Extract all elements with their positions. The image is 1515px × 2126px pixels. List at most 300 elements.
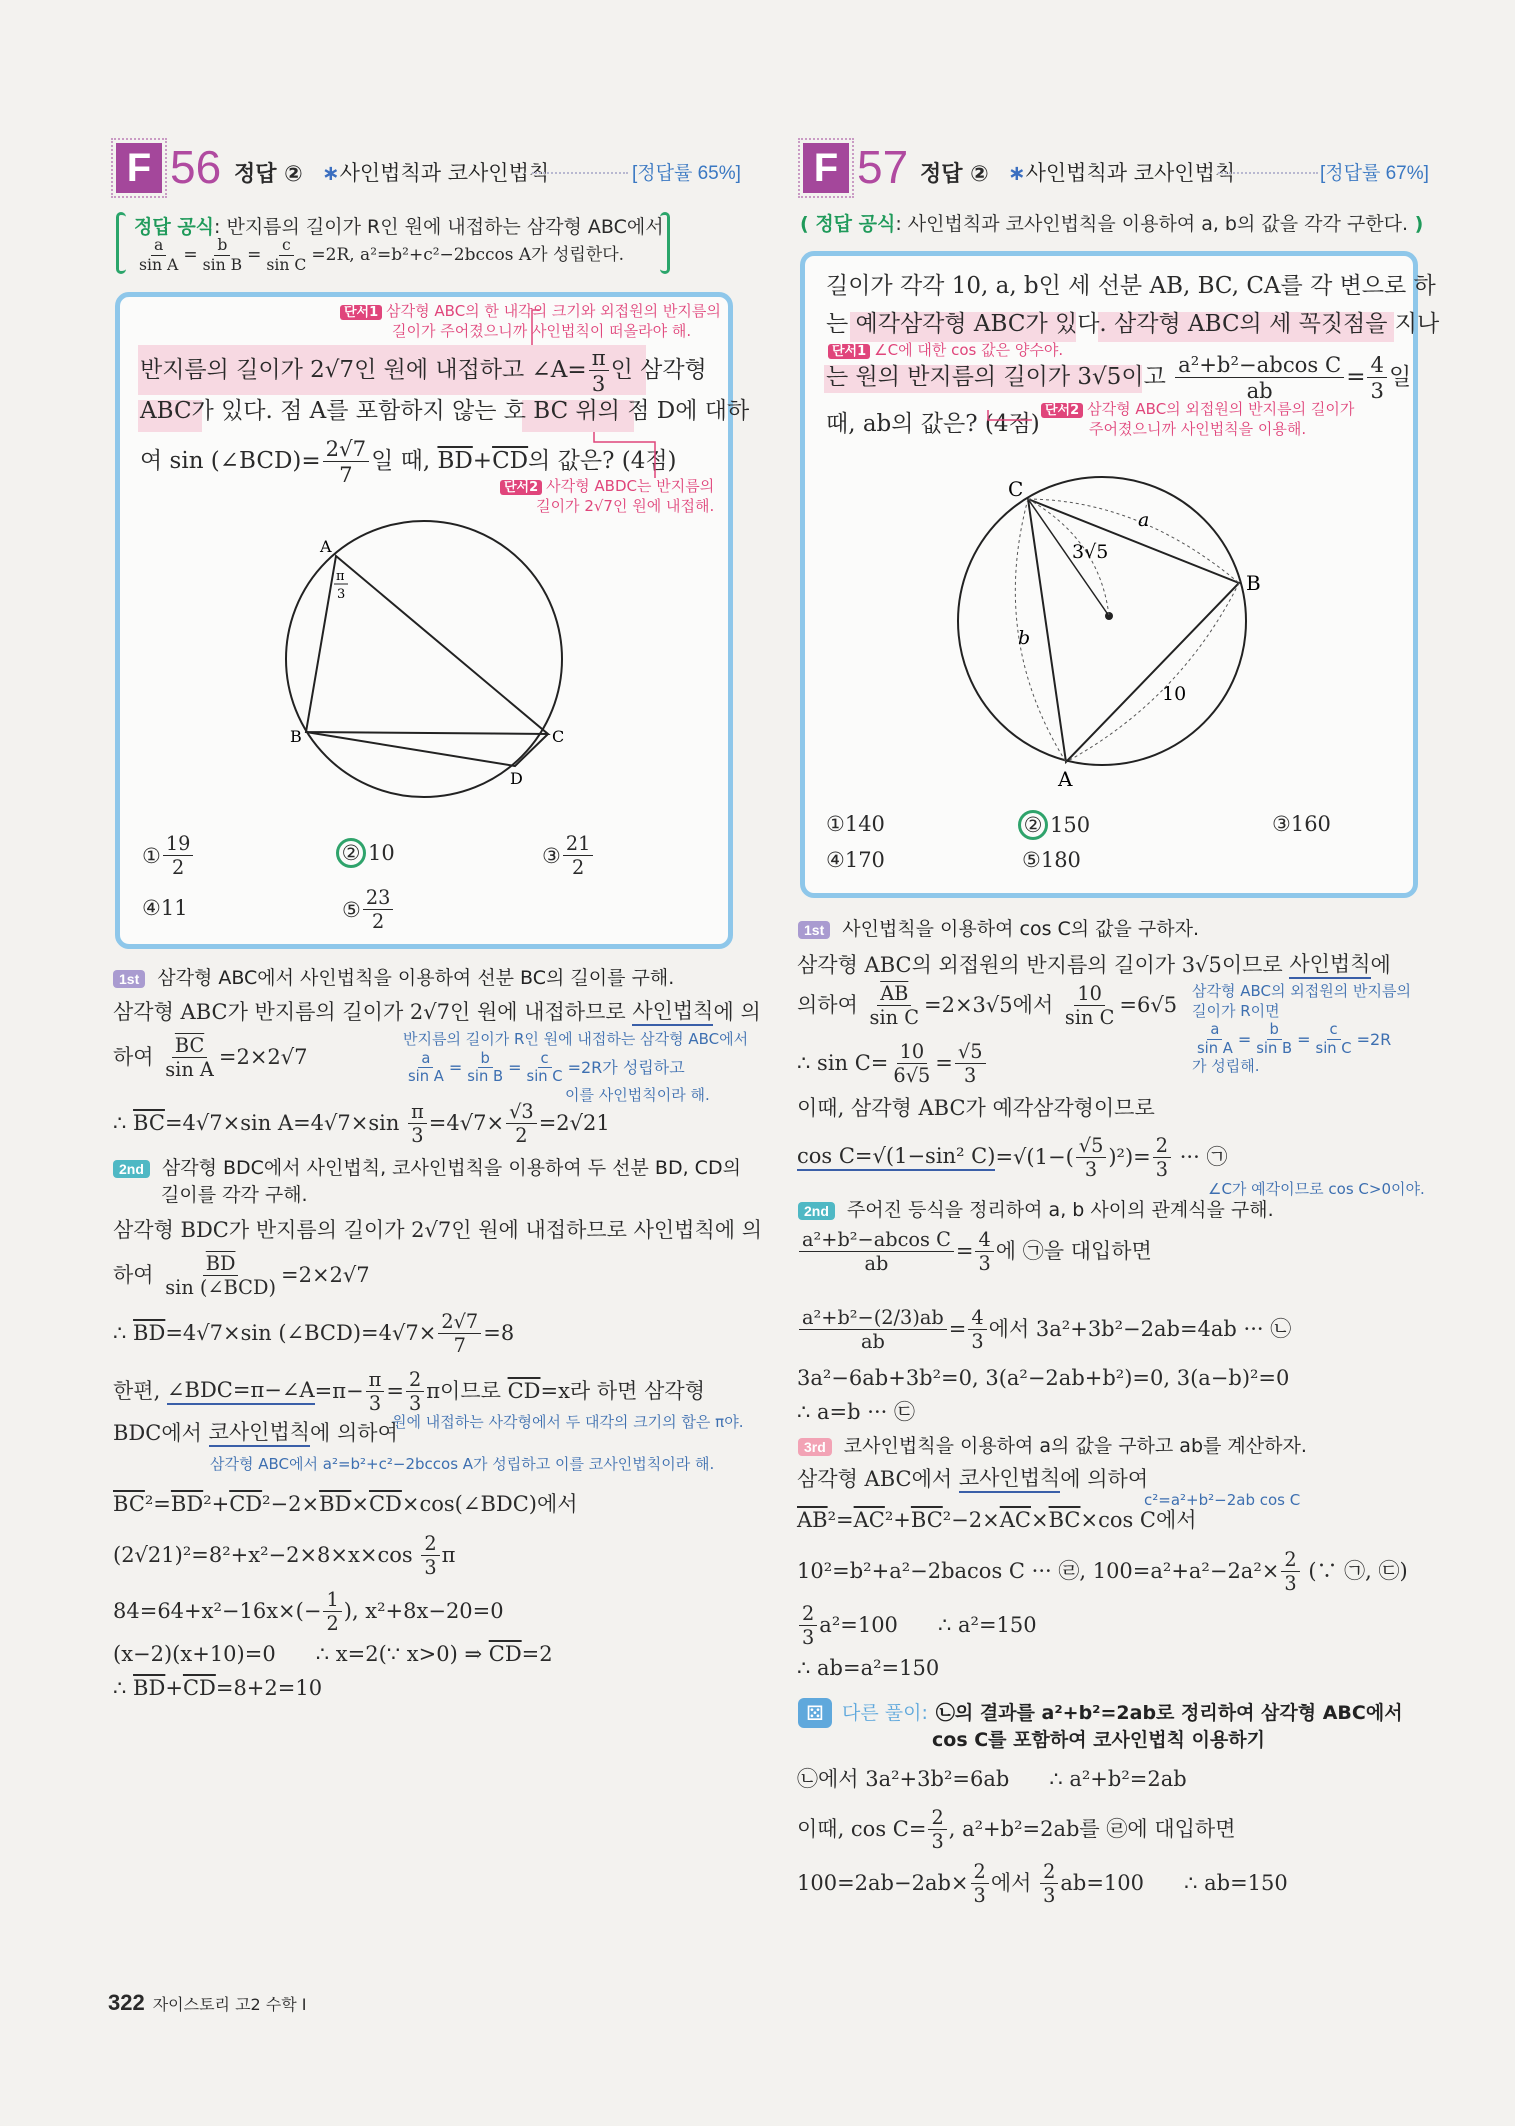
label-radius: 3√5 (1072, 541, 1109, 563)
section-badge: F (116, 143, 162, 193)
denominator: sin (∠BCD) (165, 1276, 276, 1300)
solution-line (113, 1420, 398, 1447)
choice-mark: ⑤ (342, 897, 361, 922)
fraction (971, 1860, 989, 1907)
math-text: =4√7×sin (∠BCD)=4√7× (165, 1321, 437, 1346)
step-badge: 1st (113, 970, 145, 988)
solution-line (113, 1034, 308, 1081)
fraction (890, 1040, 933, 1087)
segment-overline: $\overline{AC}$ (999, 1508, 1031, 1532)
step-text: 삼각형 ABC에서 사인법칙을 이용하여 선분 BC의 길이를 구해. (157, 967, 675, 989)
dice-icon: ⚄ (798, 1698, 832, 1728)
segment-overline: $\overline{BC}$ (1048, 1508, 1081, 1532)
hint-tag: 단서1 (340, 305, 382, 320)
denominator: sin A (139, 254, 179, 274)
segment-overline: $\overline{BC}$ (910, 1508, 943, 1532)
math-text: =2R가 성립하고 (567, 1058, 685, 1078)
segment-overline: $\overline{AB}$ (797, 1508, 828, 1532)
note-cosine-rule: 삼각형 ABC에서 a²=b²+c²−2bccos A가 성립하고 이를 코사인법칙이라 해. (210, 1455, 715, 1473)
solution-line (797, 1134, 1227, 1181)
math-text: 에 의하여 (1060, 1467, 1149, 1491)
math-text: ²= (144, 1492, 171, 1516)
math-text: 3a²−6ab+3b²=0, 3(a²−2ab+b²)=0, 3(a−b)²=0 (797, 1366, 1290, 1390)
solution-line (797, 1602, 1037, 1649)
numerator-overline: $\overline{BC}$ (174, 1034, 205, 1057)
fraction (1253, 1021, 1295, 1057)
segment-overline: $\overline{CD}$ (492, 448, 529, 475)
fraction (464, 1050, 506, 1086)
formula-line: ( 정답 공식: 사인법칙과 코사인법칙을 이용하여 a, b의 값을 각각 구한다. ) (800, 213, 1424, 235)
section-badge: F (803, 143, 849, 193)
denominator: sin B (202, 254, 243, 274)
numerator: b (478, 1050, 493, 1069)
solution-line (797, 1656, 939, 1681)
math-text: 이때, cos C= (797, 1817, 927, 1842)
numerator: c (279, 236, 294, 256)
choice-value (161, 896, 188, 920)
topic-text: 사인법칙과 코사인법칙 (1025, 161, 1236, 185)
choice-value (161, 832, 196, 879)
choice-value (1050, 813, 1090, 837)
fraction (406, 1368, 424, 1415)
solution-line (113, 1676, 322, 1701)
denominator: 6√5 (893, 1064, 931, 1088)
math-text: 10 (368, 841, 395, 865)
solution-line (797, 1228, 1152, 1275)
segment-overline: $\overline{BD}$ (319, 1492, 352, 1516)
fraction (928, 1806, 946, 1853)
fraction (799, 1602, 817, 1649)
denominator: sin C (1064, 1006, 1115, 1030)
math-text: =2R, a²=b²+c²−2bccos A가 성립한다. (311, 245, 625, 266)
solution-line (797, 1096, 1155, 1121)
problem-line (826, 273, 1436, 301)
numerator: b (1267, 1021, 1282, 1040)
alt-label: 다른 풀이: (842, 1702, 928, 1724)
math-text: 에 (1370, 953, 1391, 977)
fraction (975, 1228, 993, 1275)
math-text: × (351, 1492, 369, 1516)
choice-mark: ③ (542, 843, 561, 868)
math-text: a²=100 ∴ a²=150 (819, 1613, 1037, 1638)
math-text: 100=2ab−2ab× (797, 1871, 969, 1896)
numerator: a (1207, 1021, 1222, 1040)
numerator-overline: $\overline{AB}$ (880, 982, 909, 1005)
fraction (968, 1306, 986, 1353)
choice-mark: ⑤ (1022, 848, 1041, 872)
math-text: 에 의하여 (310, 1421, 398, 1445)
math-text: =6√5 (1119, 993, 1178, 1018)
choice-5[interactable] (1022, 848, 1081, 872)
fraction (1040, 1860, 1058, 1907)
denominator: sin C (869, 1006, 919, 1030)
underlined-term: cos C=√(1−sin² C) (797, 1144, 995, 1171)
step-1 (798, 916, 1199, 943)
hint-text: 주어졌으니까 사인법칙을 이용해. (1089, 419, 1307, 438)
problem-number: 57 (857, 141, 909, 193)
math-text: =4√7× (428, 1111, 505, 1136)
choice-value (368, 841, 395, 865)
math-text: ×cos(∠BDC)에서 (401, 1492, 578, 1516)
step-3 (798, 1433, 1307, 1460)
problem-number: 56 (170, 141, 222, 193)
denominator: 3 (1155, 1158, 1169, 1182)
fraction (163, 832, 194, 879)
hint-text: 삼각형 ABC의 외접원의 반지름의 길이가 (1087, 400, 1355, 418)
math-text: 11 (160, 896, 188, 920)
math-text: ∴ sin C= (797, 1051, 889, 1076)
math-text: 삼각형 BDC가 반지름의 길이가 2√7인 원에 내접하므로 사인법칙에 의 (113, 1218, 762, 1242)
solution-line (797, 1400, 915, 1425)
label-a: a (1138, 509, 1150, 531)
choice-mark-circled: ② (336, 838, 366, 868)
choice-mark: ① (142, 843, 161, 868)
numerator: 4 (1367, 352, 1386, 378)
math-text: π이므로 (426, 1379, 508, 1404)
hint-tag: 단서2 (500, 480, 542, 495)
underlined-term: 코사인법칙 (959, 1466, 1060, 1493)
book-title: 자이스토리 고2 수학 I (152, 1995, 307, 2014)
math-text: =2×2√7 (280, 1263, 370, 1288)
topic-label (1008, 157, 1235, 187)
math-text: 는 원의 반지름의 길이가 3√5이고 (826, 364, 1174, 391)
fraction (323, 1588, 341, 1635)
solution-line (797, 1548, 1408, 1595)
math-text: =2R (1356, 1029, 1392, 1049)
numerator: 2 (406, 1368, 424, 1392)
denominator: 3 (408, 1392, 422, 1416)
math-text: 140 (844, 812, 885, 836)
solution-line (797, 1040, 988, 1087)
math-text: , a²+b²=2ab를 ㉣에 대입하면 (948, 1817, 1236, 1842)
denominator: ab (1246, 378, 1273, 404)
solution-line (113, 1492, 578, 1517)
label-10: 10 (1162, 683, 1187, 705)
note-cyclic-quad: 원에 내접하는 사각형에서 두 대각의 크기의 합은 π야. (392, 1413, 744, 1431)
denominator: 7 (453, 1334, 466, 1358)
fraction (1194, 1021, 1236, 1057)
note-sine-rule (403, 1030, 748, 1105)
hint-text: 길이가 2√7인 원에 내접해. (536, 496, 715, 515)
denominator: sin A (1197, 1039, 1233, 1057)
fraction (408, 1100, 427, 1147)
denominator: 2 (171, 856, 185, 879)
numerator: a (151, 236, 166, 256)
star-icon: ∗ (1008, 161, 1026, 185)
numerator: a (418, 1050, 433, 1069)
fraction (421, 1532, 439, 1579)
solution-line (797, 1767, 1187, 1792)
numerator: 2 (1281, 1548, 1299, 1572)
math-text: = (508, 1058, 522, 1078)
math-text: 의 값은? (4점) (528, 448, 677, 475)
math-text: ×cos C에서 (1080, 1508, 1197, 1532)
fraction (405, 1050, 447, 1086)
denominator: 2 (371, 910, 385, 933)
denominator: 3 (411, 1124, 424, 1148)
solution-line (113, 1532, 455, 1579)
choice-mark: ④ (826, 848, 845, 872)
choice-value (361, 886, 396, 933)
label-C: C (1008, 477, 1024, 501)
numerator: 2 (1153, 1134, 1171, 1158)
formula-text: : 반지름의 길이가 R인 원에 내접하는 삼각형 ABC에서 (214, 216, 664, 238)
denominator: 3 (973, 1884, 986, 1908)
denominator: 3 (971, 1330, 984, 1354)
fraction (799, 1306, 947, 1353)
math-text: 는 예각삼각형 ABC가 있다. 삼각형 ABC의 세 꼭짓점을 지나 (826, 311, 1440, 337)
note-cosine-rule: c²=a²+b²−2ab cos C (1144, 1491, 1301, 1509)
segment-overline: $\overline{CD}$ (229, 1492, 263, 1516)
math-text: π (441, 1543, 456, 1568)
math-text: BDC에서 (113, 1421, 209, 1445)
triangle-abc (1028, 499, 1239, 762)
answer-label: 정답 ② (234, 162, 303, 187)
choice-3[interactable] (1272, 812, 1331, 836)
choice-value (1041, 848, 1081, 872)
math-text: 에서 3a²+3b²−2ab=4ab ··· ㉡ (988, 1317, 1292, 1342)
choice-mark: ① (826, 812, 845, 836)
label-D: D (510, 769, 523, 788)
denominator: 3 (964, 1064, 977, 1088)
step-text: 사인법칙을 이용하여 cos C의 값을 구하자. (842, 918, 1200, 940)
numerator: 10 (897, 1040, 928, 1064)
choice-4[interactable] (826, 848, 885, 872)
math-text: = (183, 245, 198, 266)
denominator: 3 (1043, 1884, 1056, 1908)
math-text: 150 (1050, 813, 1091, 837)
denominator: 3 (931, 1830, 944, 1854)
note-sine-rule (1192, 982, 1411, 1077)
hint-tag: 단서1 (828, 344, 870, 359)
note-text: 길이가 R이면 (1192, 1001, 1280, 1020)
denominator: sin A (408, 1068, 444, 1086)
solution-line (797, 1306, 1291, 1353)
label-A: A (320, 537, 332, 556)
math-text: =x라 하면 삼각형 (540, 1379, 705, 1404)
numerator: 21 (563, 832, 594, 856)
math-text: 일 (1388, 364, 1412, 391)
math-text: + (165, 1676, 183, 1700)
fraction (162, 1252, 279, 1299)
denominator: 2 (326, 1612, 339, 1636)
math-text: ²+ (203, 1492, 230, 1516)
numerator: 4 (968, 1306, 986, 1330)
math-text: = (1297, 1029, 1311, 1049)
step-badge: 1st (798, 921, 830, 939)
solution-line (797, 1806, 1235, 1853)
solution-line (797, 952, 1391, 979)
segment-overline: $\overline{BC}$ (133, 1111, 165, 1136)
denominator: 3 (1084, 1158, 1098, 1182)
math-text: 삼각형 ABC의 외접원의 반지름의 길이가 3√5이므로 (797, 953, 1290, 977)
segment-overline: $\overline{CD}$ (368, 1492, 402, 1516)
underlined-term: ∠BDC=π−∠A (167, 1378, 315, 1405)
math-text: =π− (314, 1379, 364, 1404)
math-text: = (386, 1379, 404, 1404)
hint-tag: 단서2 (1041, 403, 1083, 418)
math-text: 하여 (113, 1045, 161, 1070)
numerator: π (589, 345, 609, 371)
topic-text: 사인법칙과 코사인법칙 (339, 161, 550, 185)
formula-label: 정답 공식 (134, 216, 215, 238)
choice-mark-circled: ② (1018, 810, 1048, 840)
segment-overline: $\overline{BD}$ (437, 448, 473, 475)
math-text: (∵ ㉠, ㉢) (1301, 1559, 1408, 1584)
math-text: ²−2× (262, 1492, 320, 1516)
solution-line (797, 1466, 1148, 1493)
problem-line (826, 311, 1439, 339)
denominator: sin B (467, 1068, 504, 1086)
label-C: C (552, 727, 565, 746)
numerator: 10 (1074, 982, 1105, 1006)
math-text: ㉡에서 3a²+3b²=6ab ∴ a²+b²=2ab (797, 1767, 1187, 1791)
note-formula (403, 1050, 748, 1086)
hint-text: 사각형 ABDC는 반지름의 (546, 477, 715, 495)
segment-overline: $\overline{BD}$ (170, 1492, 204, 1516)
correct-rate: [정답률 65%] (632, 163, 741, 184)
math-text: ab=100 ∴ ab=150 (1060, 1871, 1288, 1896)
correct-rate: [정답률 67%] (1320, 163, 1429, 184)
solution-line (113, 1310, 514, 1357)
numerator: π (366, 1368, 385, 1392)
fraction (867, 982, 922, 1029)
label-B: B (290, 727, 302, 746)
segment-overline: $\overline{BD}$ (133, 1676, 166, 1700)
denominator: 2 (515, 1124, 528, 1148)
hint-text: ∠C에 대한 cos 값은 양수야. (874, 341, 1064, 359)
choice-4[interactable] (142, 896, 188, 920)
solution-line (797, 982, 1177, 1029)
solution-line (797, 1508, 1197, 1533)
solution-line (797, 1860, 1288, 1907)
numerator: 2 (799, 1602, 817, 1626)
denominator: 3 (591, 371, 606, 397)
note-formula (1192, 1021, 1411, 1057)
numerator: 19 (163, 832, 194, 856)
numerator-overline: $\overline{BD}$ (205, 1252, 236, 1275)
math-text: = (948, 1317, 967, 1342)
math-text: 에서 (990, 1871, 1039, 1896)
numerator: √5 (955, 1040, 986, 1064)
math-text: ∴ (113, 1111, 134, 1136)
underlined-term: 사인법칙 (1289, 952, 1370, 979)
math-text: = (1237, 1029, 1252, 1049)
math-text: 하여 (113, 1263, 161, 1288)
choice-value (845, 812, 885, 836)
solution-line (113, 999, 761, 1026)
denominator: 3 (368, 1392, 382, 1416)
solution-line (113, 1100, 610, 1147)
note-text: 이를 사인법칙이라 해. (565, 1085, 710, 1104)
hint-text: 길이가 주어졌으니까 사인법칙이 떠올라야 해. (392, 321, 692, 340)
math-text: =8+2=10 (215, 1676, 323, 1700)
note-text: 가 성립해. (1192, 1057, 1260, 1076)
choice-2-correct[interactable] (336, 838, 395, 868)
segment-overline: $\overline{CD}$ (182, 1676, 216, 1700)
label-A: A (1058, 767, 1073, 791)
numerator: 2 (971, 1860, 989, 1884)
step-1 (113, 965, 674, 992)
math-text: =8 (483, 1321, 515, 1346)
solution-line (113, 1588, 504, 1635)
fraction (1313, 1021, 1355, 1057)
choice-value (845, 848, 885, 872)
solution-line (797, 1366, 1289, 1391)
step-2 (113, 1155, 741, 1208)
fraction (506, 1100, 537, 1147)
solution-line (113, 1218, 762, 1243)
triangle-bdc (306, 732, 548, 766)
denominator: sin B (1256, 1039, 1293, 1057)
divider (1218, 172, 1318, 174)
numerator: 23 (363, 886, 394, 910)
numerator: √5 (1076, 1134, 1107, 1158)
math-text: 180 (1040, 848, 1081, 872)
math-text: 의하여 (797, 993, 865, 1018)
choice-value (561, 832, 596, 879)
step-text: 삼각형 BDC에서 사인법칙, 코사인법칙을 이용하여 두 선분 BD, CD의 (161, 1157, 741, 1179)
fraction (366, 1368, 385, 1415)
segment-overline: $\overline{CD}$ (507, 1379, 541, 1404)
numerator: √3 (506, 1100, 537, 1124)
fraction (524, 1050, 566, 1086)
denominator: 3 (978, 1252, 991, 1276)
math-text: 에 의 (713, 1000, 761, 1024)
math-text: 여 sin (∠BCD)= (140, 448, 321, 475)
circumcircle (286, 521, 565, 797)
choice-3[interactable] (542, 832, 595, 879)
choice-1[interactable] (142, 832, 195, 879)
choice-5[interactable] (342, 886, 395, 933)
math-text: =2×3√5에서 (924, 993, 1060, 1018)
hint-text: 삼각형 ABC의 한 내각의 크기와 외접원의 반지름의 (386, 302, 721, 320)
numerator: c (538, 1050, 552, 1069)
segment-overline: $\overline{AC}$ (853, 1508, 885, 1532)
math-text: = (247, 245, 262, 266)
choice-mark: ④ (142, 896, 161, 920)
label-B: B (1246, 571, 1261, 595)
answer-label: 정답 ② (920, 162, 989, 187)
step-text: 주어진 등식을 정리하여 a, b 사이의 관계식을 구해. (846, 1199, 1274, 1221)
math-text: 한편, (113, 1379, 167, 1404)
choice-mark: ③ (1272, 812, 1291, 836)
math-text: 10²=b²+a²−2bacos C ··· ㉣, 100=a²+a²−2a²× (797, 1559, 1280, 1584)
step-badge: 3rd (798, 1438, 832, 1456)
math-text: 이때, 삼각형 ABC가 예각삼각형이므로 (797, 1096, 1155, 1120)
formula-text: : 사인법칙과 코사인법칙을 이용하여 a, b의 값을 각각 구한다. (895, 213, 1408, 235)
angle-num: π (336, 569, 345, 584)
math-text: ABC가 있다. 점 A를 포함하지 않는 호 BC 위의 점 D에 대하 (140, 398, 750, 424)
choice-2-correct[interactable] (1018, 810, 1090, 840)
step-text: 길이를 각각 구해. (161, 1183, 308, 1206)
numerator: a²+b²−(2/3)ab (799, 1306, 947, 1330)
circle-diagram-abc (800, 380, 1420, 800)
choice-1[interactable] (826, 812, 885, 836)
page-number: 322 (108, 1990, 145, 2015)
note-text: 반지름의 길이가 R인 원에 내접하는 삼각형 ABC에서 (403, 1030, 749, 1048)
math-text: 160 (1290, 812, 1331, 836)
denominator: sin A (165, 1058, 214, 1082)
step-badge: 2nd (113, 1160, 150, 1178)
math-text: 170 (844, 848, 885, 872)
math-text: =√(1−( (995, 1145, 1074, 1170)
numerator: b (214, 236, 230, 256)
math-text: = (448, 1058, 463, 1078)
alt-title: cos C를 포함하여 코사인법칙 이용하기 (932, 1728, 1265, 1751)
segment-overline: $\overline{CD}$ (488, 1642, 522, 1666)
math-text: + (472, 448, 493, 475)
